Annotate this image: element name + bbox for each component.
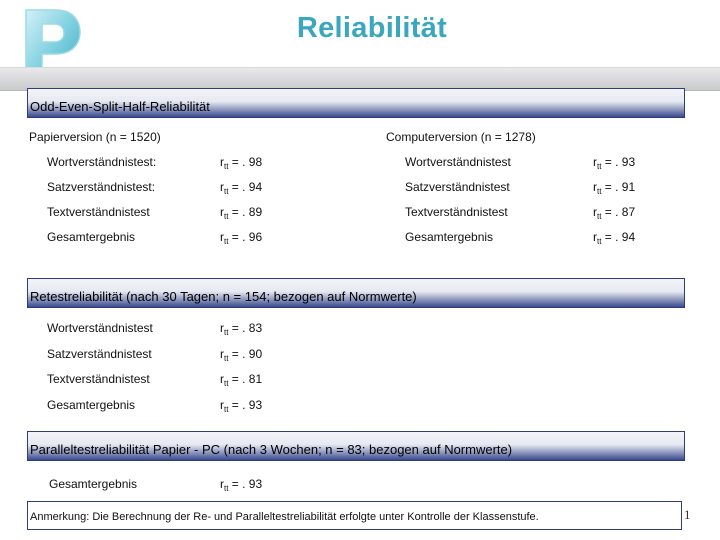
row-label: Wortverständnistest (405, 155, 511, 169)
section-heading-retest: Retestreliabilität (nach 30 Tagen; n = 154; bezogen auf Normwerte) (30, 289, 417, 304)
coef-subscript: tt (224, 212, 229, 221)
coef-symbol: r (220, 230, 224, 244)
coef-subscript: tt (224, 162, 229, 171)
coef-value: . 94 (615, 230, 636, 244)
coef-symbol: r (220, 155, 224, 169)
row-label: Wortverständnistest: (47, 155, 157, 169)
coef-symbol: r (220, 205, 224, 219)
coef-equals: = (228, 205, 243, 219)
coef-subscript: tt (224, 404, 229, 414)
section-band-retest (27, 278, 685, 308)
coef-equals: = (228, 230, 243, 244)
row-coefficient (220, 398, 262, 412)
coef-subscript: tt (224, 484, 229, 493)
coef-symbol: r (220, 180, 224, 194)
coef-value: . 89 (242, 205, 263, 219)
coef-symbol: r (220, 372, 224, 386)
coef-value: . 91 (615, 180, 636, 194)
coef-equals: = (228, 155, 243, 169)
coef-subscript: tt (224, 353, 229, 363)
coef-symbol: r (220, 321, 224, 335)
page-number: 1 (684, 507, 691, 522)
coef-equals: = (228, 321, 243, 335)
coef-equals: = (228, 477, 243, 491)
slide-title: Reliabilität (296, 12, 448, 44)
annotation-box (27, 501, 682, 530)
row-coefficient (593, 230, 635, 244)
row-coefficient (593, 180, 635, 194)
coef-symbol: r (220, 477, 224, 491)
coef-value: . 93 (242, 397, 263, 412)
coef-subscript: tt (224, 237, 229, 246)
coef-equals: = (228, 346, 243, 361)
row-coefficient (220, 155, 262, 169)
coef-value: . 90 (242, 346, 263, 361)
row-coefficient (220, 205, 262, 219)
coef-equals: = (601, 205, 616, 219)
section-band-parallel (27, 431, 685, 461)
coef-symbol: r (593, 205, 597, 219)
coef-symbol: r (593, 155, 597, 169)
coef-value: . 87 (615, 205, 636, 219)
row-coefficient (220, 321, 262, 335)
row-label: Gesamtergebnis (47, 397, 136, 412)
row-label: Satzverständnistest (405, 180, 510, 194)
coef-equals: = (601, 180, 616, 194)
coef-value: . 93 (615, 155, 636, 169)
row-label: Textverständnistest (47, 205, 150, 219)
coef-symbol: r (593, 230, 597, 244)
coef-value: . 81 (242, 372, 263, 386)
coef-equals: = (228, 372, 243, 386)
coef-symbol: r (593, 180, 597, 194)
row-coefficient (593, 155, 635, 169)
coef-subscript: tt (224, 328, 229, 337)
coef-equals: = (601, 155, 616, 169)
row-label: Gesamtergebnis (47, 230, 136, 244)
row-coefficient (220, 230, 262, 244)
row-label: Satzverständnistest (47, 346, 152, 361)
section-heading-odd-even: Odd-Even-Split-Half-Reliabilität (30, 99, 210, 114)
row-label: Wortverständnistest (47, 321, 153, 335)
coef-value: . 94 (242, 180, 263, 194)
section-heading-parallel: Paralleltestreliabilität Papier - PC (nach 3 Wochen; n = 83; bezogen auf Normwerte) (30, 442, 513, 457)
coef-symbol: r (220, 346, 224, 361)
row-coefficient (220, 477, 262, 491)
coef-equals: = (228, 180, 243, 194)
section-band-odd-even (27, 88, 685, 118)
coef-subscript: tt (597, 237, 602, 246)
coef-value: . 96 (242, 230, 263, 244)
coef-equals: = (601, 230, 616, 244)
coef-equals: = (228, 397, 243, 412)
coef-subscript: tt (597, 162, 602, 171)
coef-subscript: tt (224, 379, 229, 388)
coef-value: . 93 (242, 477, 263, 491)
coef-subscript: tt (597, 212, 602, 221)
row-label: Textverständnistest (405, 205, 508, 219)
row-coefficient (220, 372, 262, 386)
paper-version-label: Papierversion (n = 1520) (29, 130, 161, 144)
row-label: Satzverständnistest: (47, 180, 156, 194)
row-label: Gesamtergebnis (405, 230, 494, 244)
row-label: Textverständnistest (47, 372, 150, 386)
coef-subscript: tt (224, 187, 229, 196)
annotation-text: Anmerkung: Die Berechnung der Re- und Paralleltestreliabilität erfolgte unter Kontrolle der Klassenstufe. (30, 511, 539, 523)
row-coefficient (220, 180, 262, 194)
row-coefficient (593, 205, 635, 219)
coef-value: . 83 (242, 321, 263, 335)
row-coefficient (220, 347, 262, 361)
coef-value: . 98 (242, 155, 263, 169)
computer-version-label: Computerversion (n = 1278) (386, 130, 536, 144)
coef-symbol: r (220, 397, 224, 412)
row-label: Gesamtergebnis (49, 477, 138, 491)
coef-subscript: tt (597, 187, 602, 196)
